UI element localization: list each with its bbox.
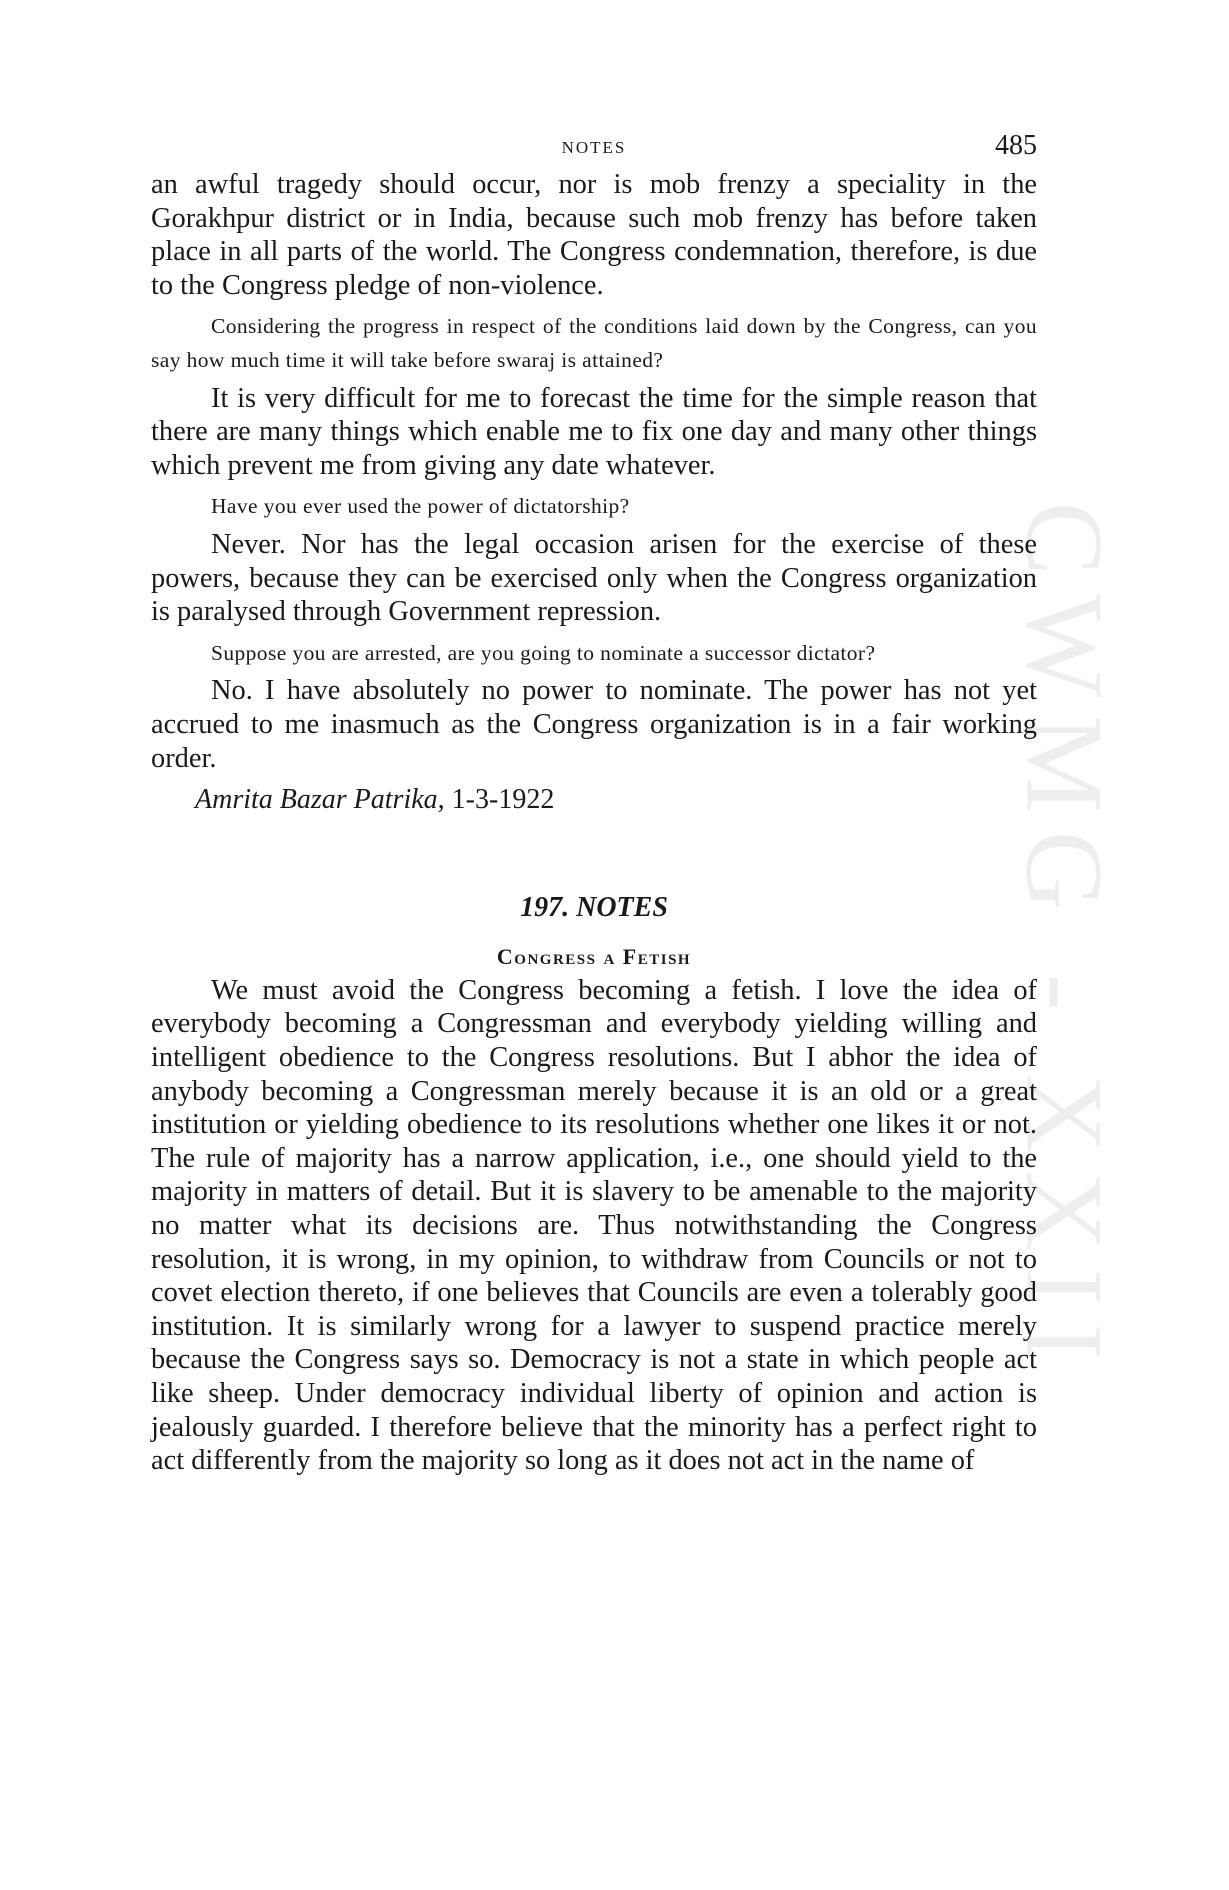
source-date: 1-3-1922 — [451, 784, 555, 816]
interview-answer-3: No. I have absolutely no power to nominate. The power has not yet accrued to me inasmuch as the Congress organization is in a fair working order. — [151, 675, 1037, 774]
page — [151, 128, 1037, 1478]
source-citation — [151, 783, 1037, 817]
interview-question-2: Have you ever used the power of dictatorship? — [211, 494, 630, 519]
interview-question-3: Suppose you are arrested, are you going to nominate a successor dictator? — [211, 640, 876, 665]
interview-answer-1: It is very difficult for me to forecast the time for the simple reason that there are many things which enable me to fix one day and many other things which prevent me from giving any date whatever. — [151, 382, 1037, 481]
section-title: Congress a Fetish — [496, 944, 692, 970]
running-title: NOTES — [561, 138, 627, 157]
interview-answer-2: Never. Nor has the legal occasion arisen for the exercise of these powers, because they can be exercised only when the Congress organization is paralysed through Government repression. — [151, 528, 1037, 628]
document-heading: 197. NOTES — [520, 891, 668, 923]
paragraph-continuation: an awful tragedy should occur, nor is mob frenzy a speciality in the Gorakhpur district or in India, because such mob frenzy has before taken place in all parts of the world. The Congress condemnation, therefore, is due to the Congress pledge of non-violence. — [151, 169, 1037, 301]
interview-question-1: Considering the progress in respect of the conditions laid down by the Congress, can you say how much time it will take before swaraj is attained? — [151, 314, 1037, 372]
source-title: Amrita Bazar Patrika, — [195, 784, 445, 816]
page-number: 485 — [995, 130, 1037, 161]
document-body: We must avoid the Congress becoming a fetish. I love the idea of everybody becoming a Congressman and everybody yielding willing and intelligent obedience to the Congress resolutions. But I abhor the idea of anybody becoming a Congressman merely because it is an old or a great institution or yielding obedience to its resolutions whether one likes it or not. The rule of majority has a narrow application, i.e., one should yield to the majority in matters of detail. But it is slavery to be amenable to the majority no matter what its decisions are. Thus notwithstanding the Congress resolution, it is wrong, in my opinion, to withdraw from Councils or not to covet election thereto, if one believes that Councils are even a tolerably good institution. It is similarly wrong for a lawyer to suspend practice merely because the Congress says so. Democracy is not a state in which people act like sheep. Under democracy individual liberty of opinion and action is jealously guarded. I therefore believe that the minority has a perfect right to act differently from the majority so long as it does not act in the name of — [151, 974, 1037, 1477]
watermark-text: CWMG - XXII — [1003, 501, 1126, 1379]
running-head — [151, 128, 1037, 168]
